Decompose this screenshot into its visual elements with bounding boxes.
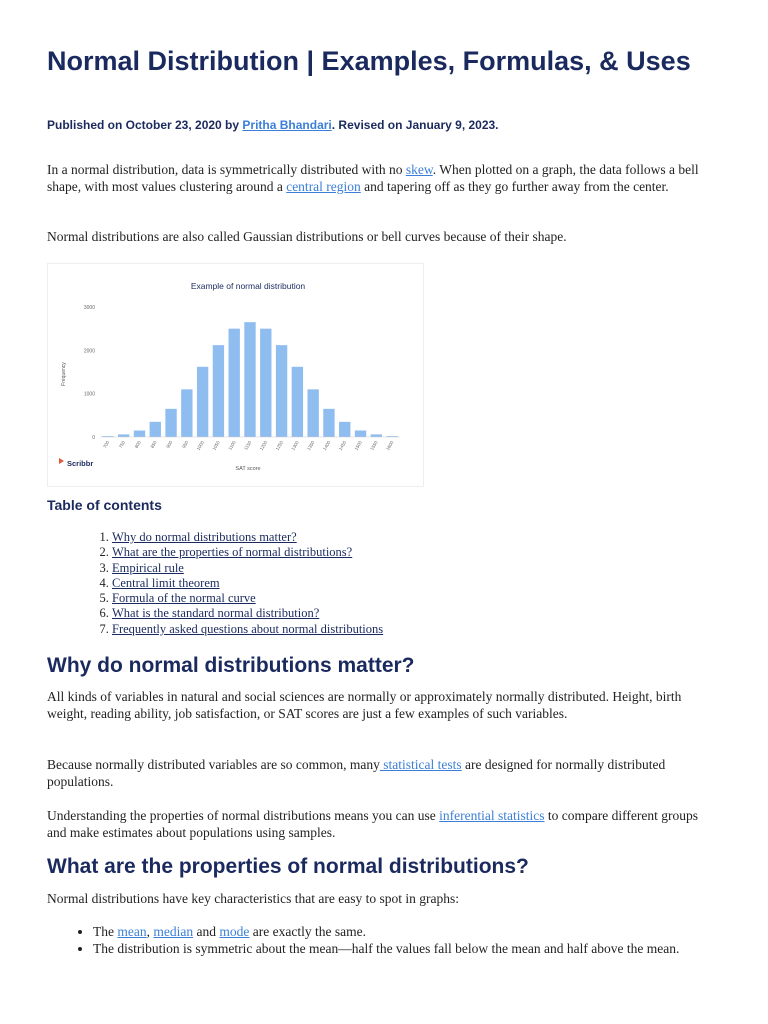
median-link[interactable]: median [153,924,194,939]
x-tick-label: 950 [181,440,190,450]
y-tick-label: 1000 [83,391,95,398]
intro-paragraph-1 [47,161,719,195]
toc-item [112,622,383,637]
table-of-contents [47,530,383,637]
toc-item [112,591,383,606]
central-region-link[interactable]: central region [286,179,361,194]
bullet1-sep-2: and [193,924,220,939]
x-tick-label: 1400 [321,440,332,452]
x-tick-label: 1550 [369,440,379,452]
chart-svg [48,264,423,486]
publication-meta [47,118,719,132]
chart-bar [213,345,224,437]
x-tick-label: 1450 [337,440,348,452]
x-tick-label: 900 [165,440,174,450]
toc-item [112,545,383,560]
intro-paragraph-2: Normal distributions are also called Gaussian distributions or bell curves because of their shape. [47,229,567,244]
x-tick-label: 1200 [258,440,269,452]
scribbr-logo-text: Scribbr [67,459,94,468]
bullet1-text-b: are exactly the same. [249,924,366,939]
intro-text-b: . When plotted on a graph, the data follows a bell shape, with most values clustering around a [47,162,699,194]
toc-link-2[interactable]: What are the properties of normal distributions? [112,545,353,560]
chart-bar [355,431,366,438]
section2-paragraph-1: Normal distributions have key characteristics that are easy to spot in graphs: [47,891,460,906]
toc-link-4[interactable]: Central limit theorem [112,575,220,590]
meta-prefix: Published on October 23, 2020 by [47,118,243,132]
bullet1-sep-1: , [146,924,154,939]
x-tick-label: 1500 [353,440,363,452]
list-item: • The distribution is symmetric about the mean—half the values fall below the mean and half above the mean. [93,940,719,957]
chart-bar [323,409,334,437]
chart-y-axis-label: Frequency [61,362,67,386]
chart-bars [102,322,398,437]
chart-bar [181,389,192,437]
section-heading-why-matter: Why do normal distributions matter? [47,654,415,677]
x-tick-label: 1050 [211,440,221,452]
x-tick-label: 850 [149,440,158,450]
skew-link[interactable]: skew [405,162,433,177]
chart-bar [371,434,382,437]
statistical-tests-link[interactable]: statistical tests [379,757,462,772]
toc-item [112,606,383,621]
x-tick-label: 700 [102,440,111,450]
mean-link[interactable]: mean [117,924,147,939]
page-title: Normal Distribution | Examples, Formulas, & Uses [47,46,691,76]
toc-link-1[interactable]: Why do normal distributions matter? [112,530,297,544]
x-tick-label: 800 [133,440,142,450]
toc-item [112,576,383,591]
y-tick-label: 2000 [83,348,95,355]
x-tick-label: 1150 [243,440,253,451]
toc-item [112,561,383,576]
chart-bar [260,329,271,437]
chart-bar [307,389,318,437]
x-tick-label: 1600 [385,440,395,452]
chart-bar [197,367,208,437]
section1-paragraph-1: All kinds of variables in natural and social sciences are normally or approximately normally distributed. Height, birth weight, reading ability, job satisfaction, or SAT scores are just a few examples of such variables. [47,689,682,721]
chart-bar [292,367,303,437]
y-tick-label: 0 [92,435,95,441]
chart-x-axis-label: SAT score [235,466,261,472]
y-tick-label: 3000 [83,305,95,311]
x-tick-label: 1250 [274,440,284,452]
toc-item [112,530,383,545]
chart-bar [244,322,255,437]
chart-bar [134,431,145,438]
normal-distribution-chart [47,263,424,487]
chart-bar [229,329,240,437]
section1-p3-text-a: Understanding the properties of normal distributions means you can use [47,808,440,823]
toc-link-3[interactable]: Empirical rule [112,560,184,575]
section1-p2-text-b: are designed for normally distributed populations. [47,757,666,789]
chart-bar [150,422,161,437]
chart-bar [165,409,176,437]
toc-heading: Table of contents [47,497,162,513]
toc-link-6[interactable]: What is the standard normal distribution? [112,606,320,621]
x-tick-label: 1350 [306,440,316,452]
list-item [93,923,719,940]
x-tick-label: 1300 [290,440,300,452]
chart-title: Example of normal distribution [190,281,306,291]
intro-text-c: and tapering off as they go further away from the center. [360,179,669,194]
section1-p3-text-b: to compare different groups and make estimates about populations using samples. [47,808,698,840]
chart-bar [118,434,129,437]
toc-link-5[interactable]: Formula of the normal curve [112,591,256,606]
scribbr-logo-icon [59,458,64,464]
properties-list [47,923,719,957]
x-tick-label: 1000 [195,440,205,452]
chart-bar [339,422,350,437]
chart-y-ticks [84,305,95,441]
section1-p2-text-a: Because normally distributed variables are so common, many [47,757,380,772]
x-tick-label: 1100 [227,440,237,451]
author-link[interactable]: Pritha Bhandari [242,118,332,132]
chart-bar [276,345,287,437]
mode-link[interactable]: mode [219,924,250,939]
bullet1-text-a: The [93,924,118,939]
chart-x-ticks [102,440,395,452]
x-tick-label: 750 [117,440,127,450]
section1-paragraph-3 [47,807,719,841]
meta-suffix: . Revised on January 9, 2023. [331,118,499,132]
section1-paragraph-2 [47,756,719,790]
toc-link-7[interactable]: Frequently asked questions about normal distributions [112,621,384,636]
intro-text-a: In a normal distribution, data is symmetrically distributed with no [47,162,406,177]
scribbr-logo [59,458,93,468]
inferential-statistics-link[interactable]: inferential statistics [439,808,545,823]
section-heading-properties: What are the properties of normal distributions? [47,855,529,878]
